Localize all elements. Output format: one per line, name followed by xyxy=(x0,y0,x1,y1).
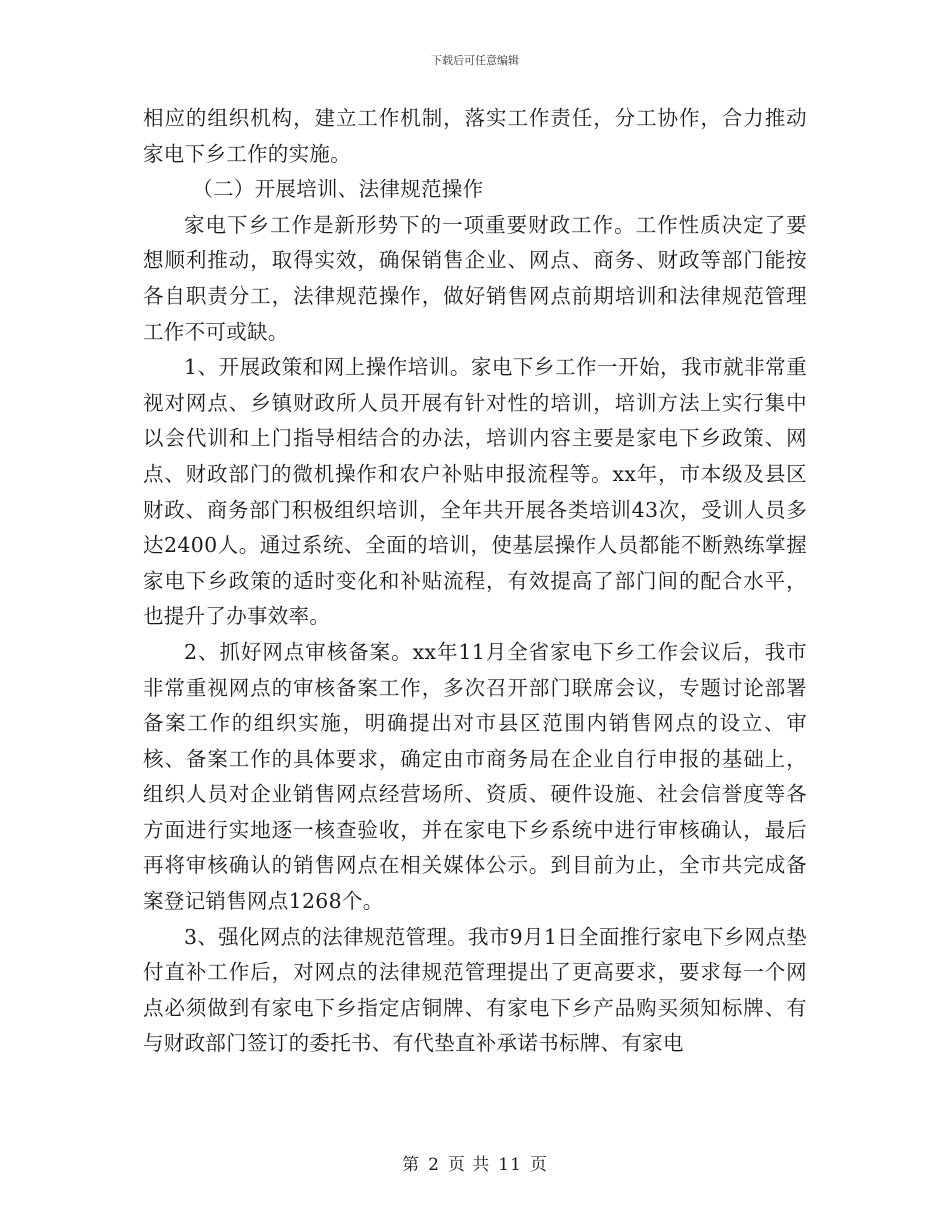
page-footer xyxy=(0,1154,950,1176)
paragraph-4: 2、抓好网点审核备案。xx年11月全省家电下乡工作会议后，我市非常重视网点的审核备案工作，多次召开部门联席会议，专题讨论部署备案工作的组织实施，明确提出对市县区范围内销售网点的设立、审核、备案工作的具体要求，确定由市商务局在企业自行申报的基础上，组织人员对企业销售网点经营场所、资质、硬件设施、社会信誉度等各方面进行实地逐一核查验收，并在家电下乡系统中进行审核确认，最后再将审核确认的销售网点在相关媒体公示。到目前为止，全市共完成备案登记销售网点1268个。 xyxy=(143,639,807,914)
footer-middle: 页 共 xyxy=(447,1155,491,1175)
footer-suffix: 页 xyxy=(529,1155,548,1175)
footer-total-pages: 11 xyxy=(498,1155,522,1175)
page-header-note: 下载后可任意编辑 xyxy=(431,54,519,67)
section-heading: （二）开展培训、法律规范操作 xyxy=(192,177,484,202)
footer-prefix: 第 xyxy=(402,1155,421,1175)
footer-page-number: 2 xyxy=(428,1155,440,1175)
paragraph-1: 相应的组织机构，建立工作机制，落实工作责任，分工协作，合力推动家电下乡工作的实施。 xyxy=(143,106,807,166)
paragraph-5: 3、强化网点的法律规范管理。我市9月1日全面推行家电下乡网点垫付直补工作后，对网点的法律规范管理提出了更高要求，要求每一个网点必须做到有家电下乡指定店铜牌、有家电下乡产品购买须知标牌、有与财政部门签订的委托书、有代垫直补承诺书标牌、有家电 xyxy=(143,924,807,1056)
paragraph-3: 1、开展政策和网上操作培训。家电下乡工作一开始，我市就非常重视对网点、乡镇财政所人员开展有针对性的培训，培训方法上实行集中以会代训和上门指导相结合的办法，培训内容主要是家电下乡政策、网点、财政部门的微机操作和农户补贴申报流程等。xx年，市本级及县区财政、商务部门积极组织培训，全年共开展各类培训43次，受训人员多达2400人。通过系统、全面的培训，使基层操作人员都能不断熟练掌握家电下乡政策的适时变化和补贴流程，有效提高了部门间的配合水平，也提升了办事效率。 xyxy=(143,355,807,629)
document-body xyxy=(143,101,807,1062)
paragraph-2: 家电下乡工作是新形势下的一项重要财政工作。工作性质决定了要想顺利推动，取得实效，确保销售企业、网点、商务、财政等部门能按各自职责分工，法律规范操作，做好销售网点前期培训和法律规范管理工作不可或缺。 xyxy=(143,212,807,344)
